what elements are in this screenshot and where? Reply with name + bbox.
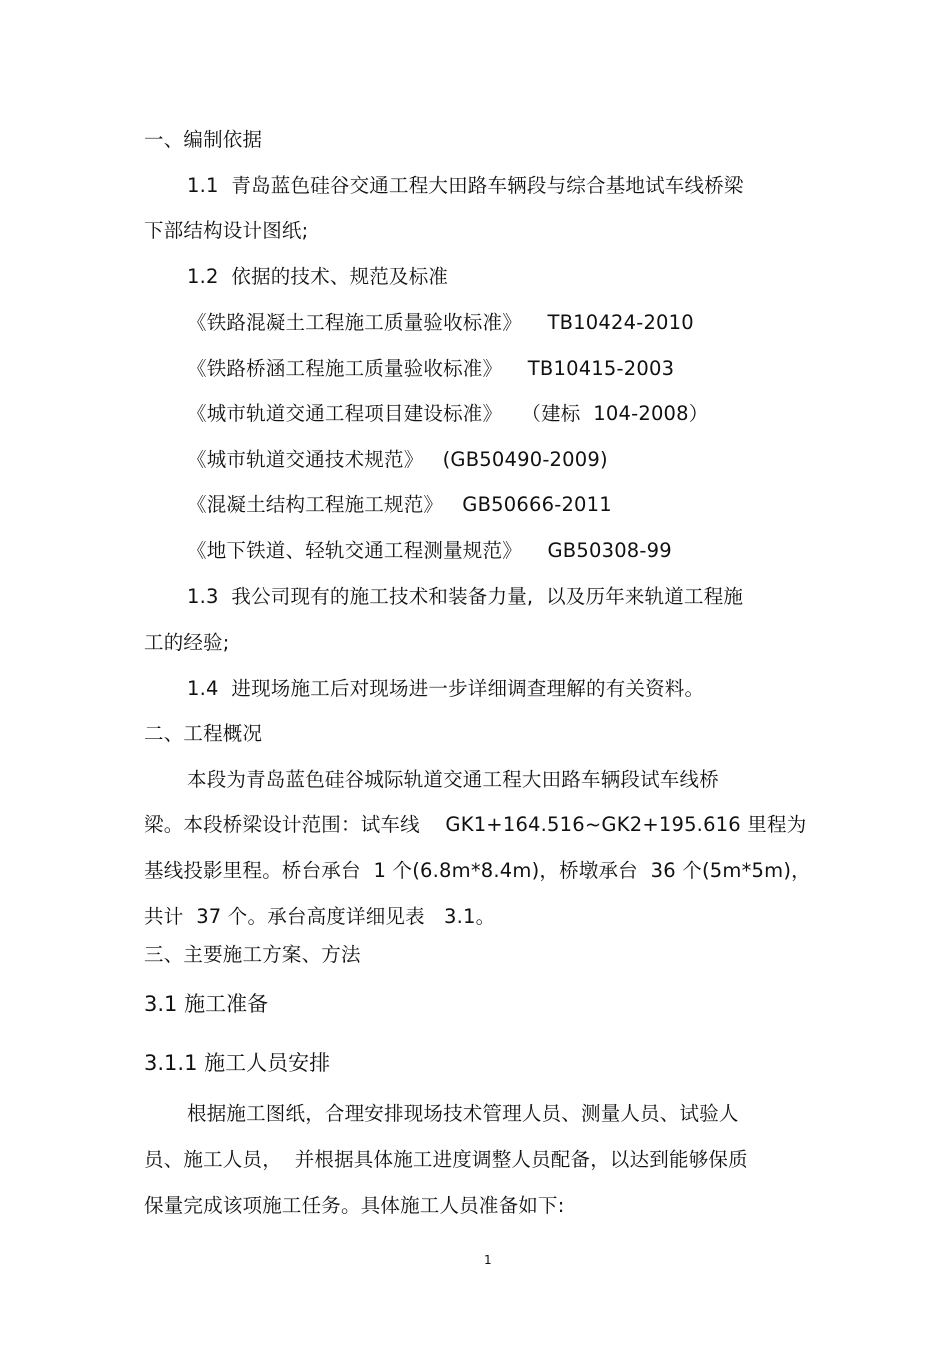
- page-number: 1: [484, 1253, 492, 1267]
- personnel-para-line-1: 根据施工图纸，合理安排现场技术管理人员、测量人员、试验人: [187, 1102, 739, 1125]
- standard-6: 《地下铁道、轻轨交通工程测量规范》 GB50308-99: [187, 539, 672, 562]
- overview-line-4: 共计 37 个。承台高度详细见表 3.1。: [144, 905, 496, 928]
- standard-4: 《城市轨道交通技术规范》 (GB50490-2009): [187, 448, 608, 471]
- standard-5: 《混凝土结构工程施工规范》 GB50666-2011: [187, 493, 612, 516]
- standard-3: 《城市轨道交通工程项目建设标准》 （建标 104-2008）: [187, 402, 709, 425]
- basis-item-1-3-cont: 工的经验;: [144, 631, 230, 654]
- basis-item-1-1: 1.1 青岛蓝色硅谷交通工程大田路车辆段与综合基地试车线桥梁: [187, 174, 744, 197]
- overview-line-2: 梁。本段桥梁设计范围：试车线 GK1+164.516~GK2+195.616 里程为: [144, 813, 807, 836]
- basis-item-1-1-cont: 下部结构设计图纸;: [144, 219, 309, 242]
- standard-2: 《铁路桥涵工程施工质量验收标准》 TB10415-2003: [187, 357, 675, 380]
- heading-3-1-1: 3.1.1 施工人员安排: [144, 1051, 331, 1075]
- basis-item-1-3: 1.3 我公司现有的施工技术和装备力量, 以及历年来轨道工程施: [187, 585, 744, 608]
- section-heading-basis: 一、编制依据: [144, 128, 263, 151]
- section-heading-methods: 三、主要施工方案、方法: [144, 943, 361, 966]
- basis-item-1-4: 1.4 进现场施工后对现场进一步详细调查理解的有关资料。: [187, 677, 705, 700]
- section-heading-overview: 二、工程概况: [144, 722, 263, 745]
- overview-line-1: 本段为青岛蓝色硅谷城际轨道交通工程大田路车辆段试车线桥: [187, 768, 719, 791]
- overview-line-3: 基线投影里程。桥台承台 1 个(6.8m*8.4m)，桥墩承台 36 个(5m*5m)，: [144, 859, 811, 882]
- personnel-para-line-2: 员、施工人员， 并根据具体施工进度调整人员配备，以达到能够保质: [144, 1148, 748, 1171]
- heading-3-1: 3.1 施工准备: [144, 992, 269, 1016]
- basis-item-1-2: 1.2 依据的技术、规范及标准: [187, 265, 449, 288]
- standard-1: 《铁路混凝土工程施工质量验收标准》 TB10424-2010: [187, 311, 694, 334]
- personnel-para-line-3: 保量完成该项施工任务。具体施工人员准备如下:: [144, 1194, 565, 1217]
